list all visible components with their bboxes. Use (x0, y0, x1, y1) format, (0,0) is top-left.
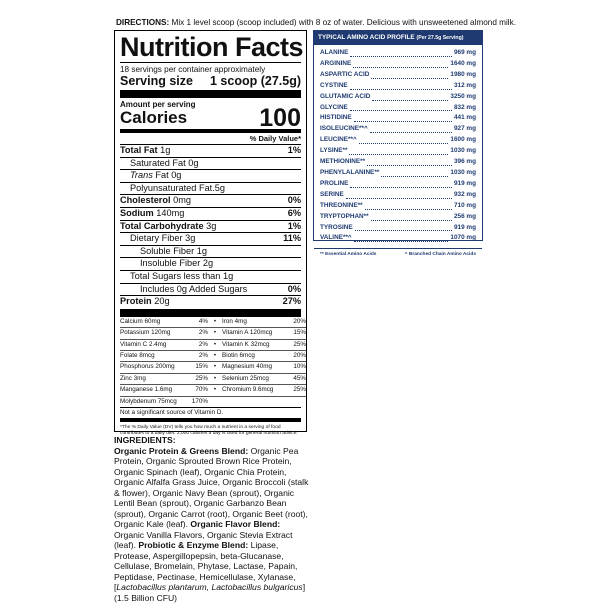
amino-acid-row (314, 103, 482, 114)
vitamin-dv: 2% (188, 340, 208, 350)
vitamin-separator (210, 397, 220, 407)
essential-amino-note: ** Essential Amino Acids (320, 252, 376, 257)
amino-acid-row (314, 59, 482, 70)
nutrient-row-saturated-fat: Saturated Fat 0g (120, 157, 301, 170)
amino-acid-row (314, 201, 482, 212)
vitamin-name: Chromium 9.6mcg (222, 385, 282, 395)
vitamin-name: Magnesium 40mg (222, 362, 282, 372)
nutrient-row-dietary-fiber: Dietary Fiber 3g 11% (120, 232, 301, 245)
serving-size-label: Serving size (120, 74, 193, 88)
amino-acid-name: METHIONINE** (320, 157, 365, 168)
vitamin-name: Phosphorus 200mg (120, 362, 186, 372)
dot-leader (353, 67, 448, 68)
dot-leader (359, 143, 449, 144)
nutrient-row-polyunsaturated-fat: Polyunsaturated Fat.5g (120, 182, 301, 195)
amino-acid-row (314, 233, 482, 244)
vitamin-name: Calcium 60mg (120, 317, 186, 327)
blend-1-text: Organic Pea Protein, Organic Sprouted Brown Rice Protein, Organic Spinach (leaf), Organic Chia Protein, Organic Alfalfa Grass Juice, Organic Broccoli (stalk & flower), Organic Navy Bean (sprout), Organic Lentil Bean (sprout), Organic Garbanzo Bean (sprout), Organic Carrot (root), Organic Beet (root), Organic Kale (leaf). (114, 446, 308, 530)
amino-acid-amount: 832 mg (454, 103, 476, 114)
blend-3-cultures: Lactobacillus plantarum, Lactobacillus bulgaricus (116, 582, 302, 592)
servings-per-container: 18 servings per container approximately (120, 65, 301, 74)
amino-acid-row (314, 146, 482, 157)
amino-acid-amount: 3250 mg (450, 92, 476, 103)
nutrient-row-total-carbohydrate: Total Carbohydrate 3g 1% (120, 220, 301, 233)
nutrition-facts-panel (114, 30, 307, 432)
vitamin-dv: 2% (188, 351, 208, 361)
amino-acid-amount: 312 mg (454, 81, 476, 92)
vitamin-name: Selenium 25mcg (222, 374, 282, 384)
vitamin-name: Folate 8mcg (120, 351, 186, 361)
amino-acid-row (314, 223, 482, 234)
amino-acid-row (314, 92, 482, 103)
amino-acid-name: TRYPTOPHAN** (320, 212, 369, 223)
dot-leader (372, 100, 448, 101)
amino-acid-amount: 256 mg (454, 212, 476, 223)
amino-acid-row (314, 113, 482, 124)
amino-acid-amount: 1030 mg (450, 146, 476, 157)
amino-acid-list (314, 45, 482, 244)
amino-acid-amount: 1600 mg (450, 135, 476, 146)
vitamin-dv: 70% (188, 385, 208, 395)
blend-2-text: Organic Vanilla Flavors, Organic Stevia Extract (leaf). (114, 530, 292, 551)
calories-value: 100 (259, 107, 301, 129)
vitamin-name: Vitamin C 2.4mg (120, 340, 186, 350)
amino-acid-name: ARGININE (320, 59, 351, 70)
vitamin-dv: 25% (284, 385, 306, 395)
amino-acid-name: ALANINE (320, 48, 348, 59)
amount-per-serving: Amount per serving (120, 100, 301, 109)
amino-acid-row (314, 168, 482, 179)
blend-2-name: Organic Flavor Blend: (190, 519, 280, 529)
amino-acid-name: LYSINE** (320, 146, 347, 157)
amino-acid-name: THREONINE** (320, 201, 363, 212)
vitamin-name: Molybdenum 75mcg (120, 397, 186, 407)
amino-acid-name: ASPARTIC ACID (320, 70, 369, 81)
vitamin-dv: 4% (188, 317, 208, 327)
dot-leader (354, 241, 449, 242)
dot-leader (381, 176, 448, 177)
amino-acid-name: LEUCINE**^ (320, 135, 357, 146)
nutrient-row-sodium: Sodium 140mg 6% (120, 207, 301, 220)
nutrient-row-soluble-fiber: Soluble Fiber 1g (120, 245, 301, 258)
amino-acid-name: HISTIDINE (320, 113, 352, 124)
dot-leader (349, 154, 448, 155)
amino-acid-name: SERINE (320, 190, 344, 201)
calories-label: Calories (120, 107, 187, 129)
dot-leader (350, 56, 452, 57)
amino-acid-title: TYPICAL AMINO ACID PROFILE (318, 34, 415, 41)
daily-value-header: % Daily Value* (120, 133, 301, 144)
nutrient-row-total-fat: Total Fat 1g 1% (120, 144, 301, 157)
vitamin-dv: 20% (284, 351, 306, 361)
vitamin-dv: 25% (188, 374, 208, 384)
amino-acid-amount: 1980 mg (450, 70, 476, 81)
directions-body: Mix 1 level scoop (scoop included) with 8 oz of water. Delicious with unsweetened almond milk. (169, 18, 516, 27)
vitamin-dv: 25% (284, 340, 306, 350)
amino-acid-name: CYSTINE (320, 81, 348, 92)
dot-leader (350, 89, 452, 90)
amino-acid-amount: 919 mg (454, 223, 476, 234)
amino-acid-row (314, 48, 482, 59)
vitamin-separator: • (210, 351, 220, 361)
nutrition-facts-title: Nutrition Facts (120, 32, 301, 62)
amino-acid-name: ISOLEUCINE**^ (320, 124, 368, 135)
amino-acid-name: PROLINE (320, 179, 348, 190)
amino-acid-amount: 927 mg (454, 124, 476, 135)
directions-text (116, 18, 586, 27)
amino-acid-name: GLUTAMIC ACID (320, 92, 370, 103)
dot-leader (371, 220, 452, 221)
dot-leader (371, 78, 448, 79)
vitamin-separator: • (210, 362, 220, 372)
daily-value-footnote: *The % Daily Value (DV) tells you how much a nutrient in a serving of food contributes to a daily diet. 2,000 calories a day is used for general nutrition advice. (120, 425, 301, 437)
amino-acid-amount: 441 mg (454, 113, 476, 124)
amino-acid-amount: 919 mg (454, 179, 476, 190)
amino-acid-name: TYROSINE (320, 223, 353, 234)
amino-acid-row (314, 70, 482, 81)
amino-acid-footnotes (314, 248, 482, 257)
amino-acid-row (314, 135, 482, 146)
vitamin-name (222, 397, 282, 407)
serving-size-row (120, 74, 301, 90)
not-significant-note: Not a significant source of Vitamin D. (120, 408, 301, 418)
nutrient-row-total-sugars: Total Sugars less than 1g (120, 270, 301, 283)
bcaa-note: ^ Branched Chain Amino Acids (405, 252, 476, 257)
amino-acid-per-serving: (Per 27.5g Serving) (416, 35, 463, 41)
amino-acid-row (314, 124, 482, 135)
dot-leader (370, 132, 452, 133)
nutrient-row-insoluble-fiber: Insoluble Fiber 2g (120, 257, 301, 270)
amino-acid-amount: 932 mg (454, 190, 476, 201)
vitamin-dv: 45% (284, 374, 306, 384)
amino-acid-amount: 969 mg (454, 48, 476, 59)
directions-label: DIRECTIONS: (116, 18, 169, 27)
blend-3-name: Probiotic & Enzyme Blend: (138, 540, 248, 550)
blend-1-name: Organic Protein & Greens Blend: (114, 446, 248, 456)
vitamin-name: Zinc 3mg (120, 374, 186, 384)
vitamin-name: Vitamin A 120mcg (222, 328, 282, 338)
vitamin-dv: 10% (284, 362, 306, 372)
amino-acid-profile-panel (313, 30, 483, 241)
vitamin-dv: 2% (188, 328, 208, 338)
vitamin-dv: 15% (188, 362, 208, 372)
amino-acid-name: PHENYLALANINE** (320, 168, 379, 179)
amino-acid-amount: 1030 mg (450, 168, 476, 179)
nutrient-row-cholesterol: Cholesterol 0mg 0% (120, 194, 301, 207)
dot-leader (350, 110, 452, 111)
vitamin-separator: • (210, 385, 220, 395)
vitamin-separator: • (210, 328, 220, 338)
vitamin-name: Potassium 120mg (120, 328, 186, 338)
amino-acid-amount: 1640 mg (450, 59, 476, 70)
ingredients-text (114, 446, 309, 603)
blend-3-end: ] (1.5 Billion CFU) (114, 582, 305, 603)
amino-acid-row (314, 212, 482, 223)
dot-leader (367, 165, 452, 166)
dot-leader (365, 209, 452, 210)
nutrient-row-trans-fat: Trans Fat 0g (120, 169, 301, 182)
dot-leader (354, 121, 452, 122)
vitamin-name: Vitamin K 32mcg (222, 340, 282, 350)
amino-acid-amount: 1070 mg (450, 233, 476, 244)
amino-acid-name: VALINE**^ (320, 233, 352, 244)
amino-acid-amount: 396 mg (454, 157, 476, 168)
amino-acid-row (314, 190, 482, 201)
blend-3-text: Lipase, Protease, Aspergillopepsin, beta-Glucanase, Cellulase, Bromelain, Phytase, Lactase, Papain, Peptidase, Pectinase, Hemicellulase, Xylanase, [ (114, 540, 297, 592)
amino-acid-row (314, 157, 482, 168)
amino-acid-row (314, 81, 482, 92)
amino-acid-name: GLYCINE (320, 103, 348, 114)
amino-acid-amount: 710 mg (454, 201, 476, 212)
vitamin-name: Manganese 1.6mg (120, 385, 186, 395)
vitamin-dv: 20% (284, 317, 306, 327)
vitamin-dv (284, 397, 306, 407)
dot-leader (350, 187, 452, 188)
vitamin-dv: 15% (284, 328, 306, 338)
vitamin-name: Iron 4mg (222, 317, 282, 327)
dot-leader (346, 198, 452, 199)
dot-leader (355, 230, 452, 231)
vitamin-separator: • (210, 340, 220, 350)
vitamins-minerals-grid (120, 317, 301, 407)
vitamin-separator: • (210, 374, 220, 384)
vitamin-separator: • (210, 317, 220, 327)
amino-acid-header (314, 31, 482, 45)
ingredients-block (114, 435, 309, 603)
nutrient-row-added-sugars: Includes 0g Added Sugars 0% (120, 283, 301, 296)
calories-row (120, 107, 301, 129)
amino-acid-row (314, 179, 482, 190)
ingredients-heading: INGREDIENTS: (114, 435, 309, 446)
vitamin-name: Biotin 6mcg (222, 351, 282, 361)
serving-size-value: 1 scoop (27.5g) (210, 74, 301, 88)
nutrient-row-protein: Protein 20g 27% (120, 295, 301, 308)
vitamin-dv: 170% (188, 397, 208, 407)
